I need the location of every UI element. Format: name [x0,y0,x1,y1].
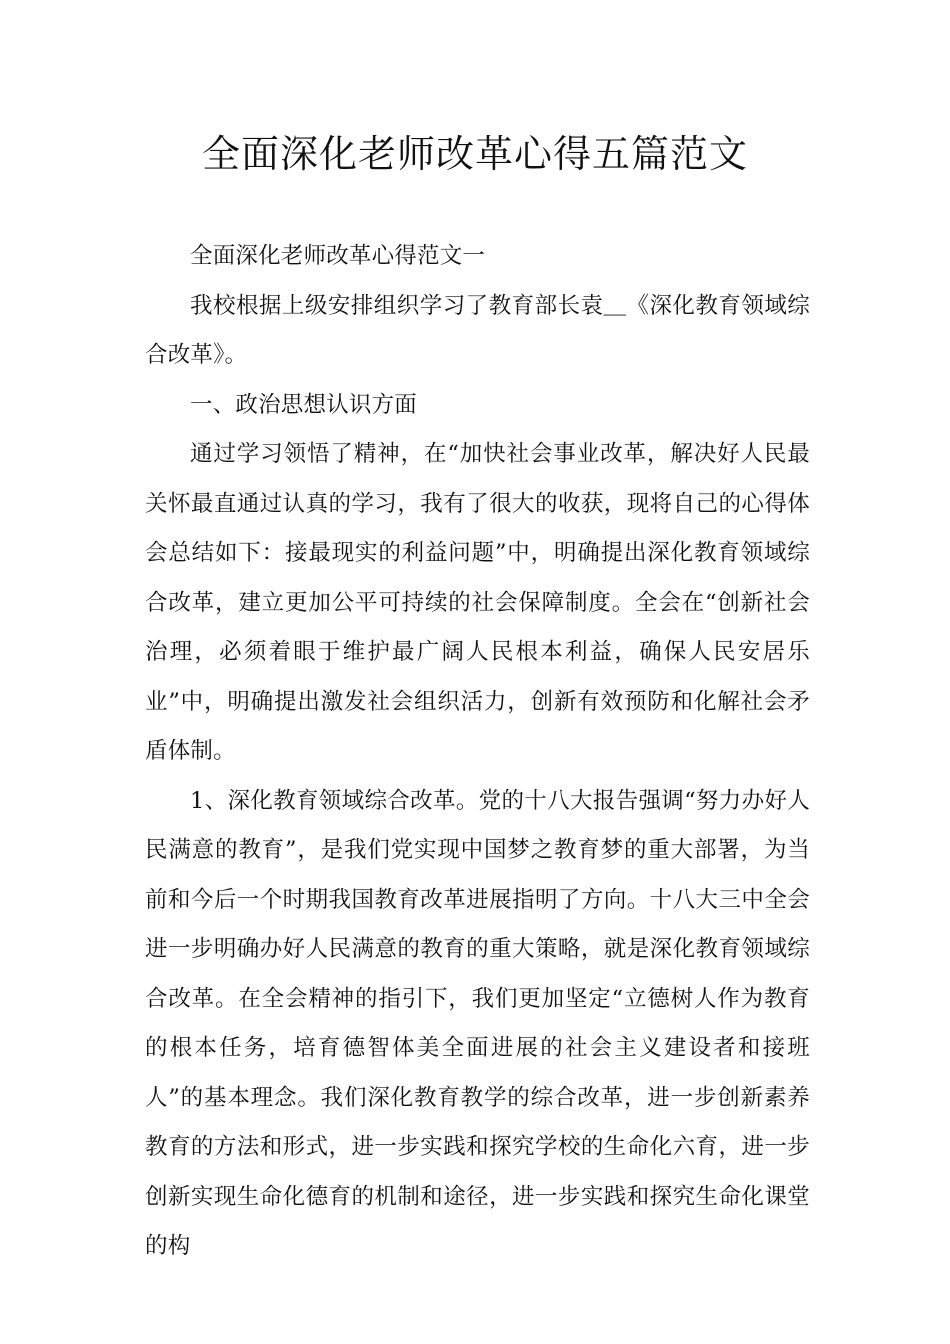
document-title: 全面深化老师改革心得五篇范文 [201,132,748,176]
intro-paragraph: 我校根据上级安排组织学习了教育部长袁＿《深化教育领域综合改革》。 [145,292,810,368]
subheading-political-thought: 一、政治思想认识方面 [190,391,418,418]
body-paragraph-education-reform: 1、深化教育领域综合改革。党的十八大报告强调“努力办好人民满意的教育”，是我们党实现中国梦之教育梦的重大部署，为当前和今后一个时期我国教育改革进展指明了方向。十八大三中全会进一步明确办好人民满意的教育的重大策略，就是深化教育领域综合改革。在全会精神的指引下，我们更加坚定“立德树人作为教育的根本任务，培育德智体美全面进展的社会主义建设者和接班人”的基本理念。我们深化教育教学的综合改革，进一步创新素养教育的方法和形式，进一步实践和探究学校的生命化六育，进一步创新实现生命化德育的机制和途径，进一步实践和探究生命化课堂的构 [145,787,810,1259]
body-paragraph-understanding: 通过学习领悟了精神，在“加快社会事业改革，解决好人民最关怀最直通过认真的学习，我有了很大的收获，现将自己的心得体会总结如下：接最现实的利益问题”中，明确提出深化教育领域综合改革，建立更加公平可持续的社会保障制度。全会在“创新社会治理，必须着眼于维护最广阔人民根本利益，确保人民安居乐业”中，明确提出激发社会组织活力，创新有效预防和化解社会矛盾体制。 [145,441,810,764]
section-heading-essay-one: 全面深化老师改革心得范文一 [190,243,486,269]
document-body [145,232,810,1272]
